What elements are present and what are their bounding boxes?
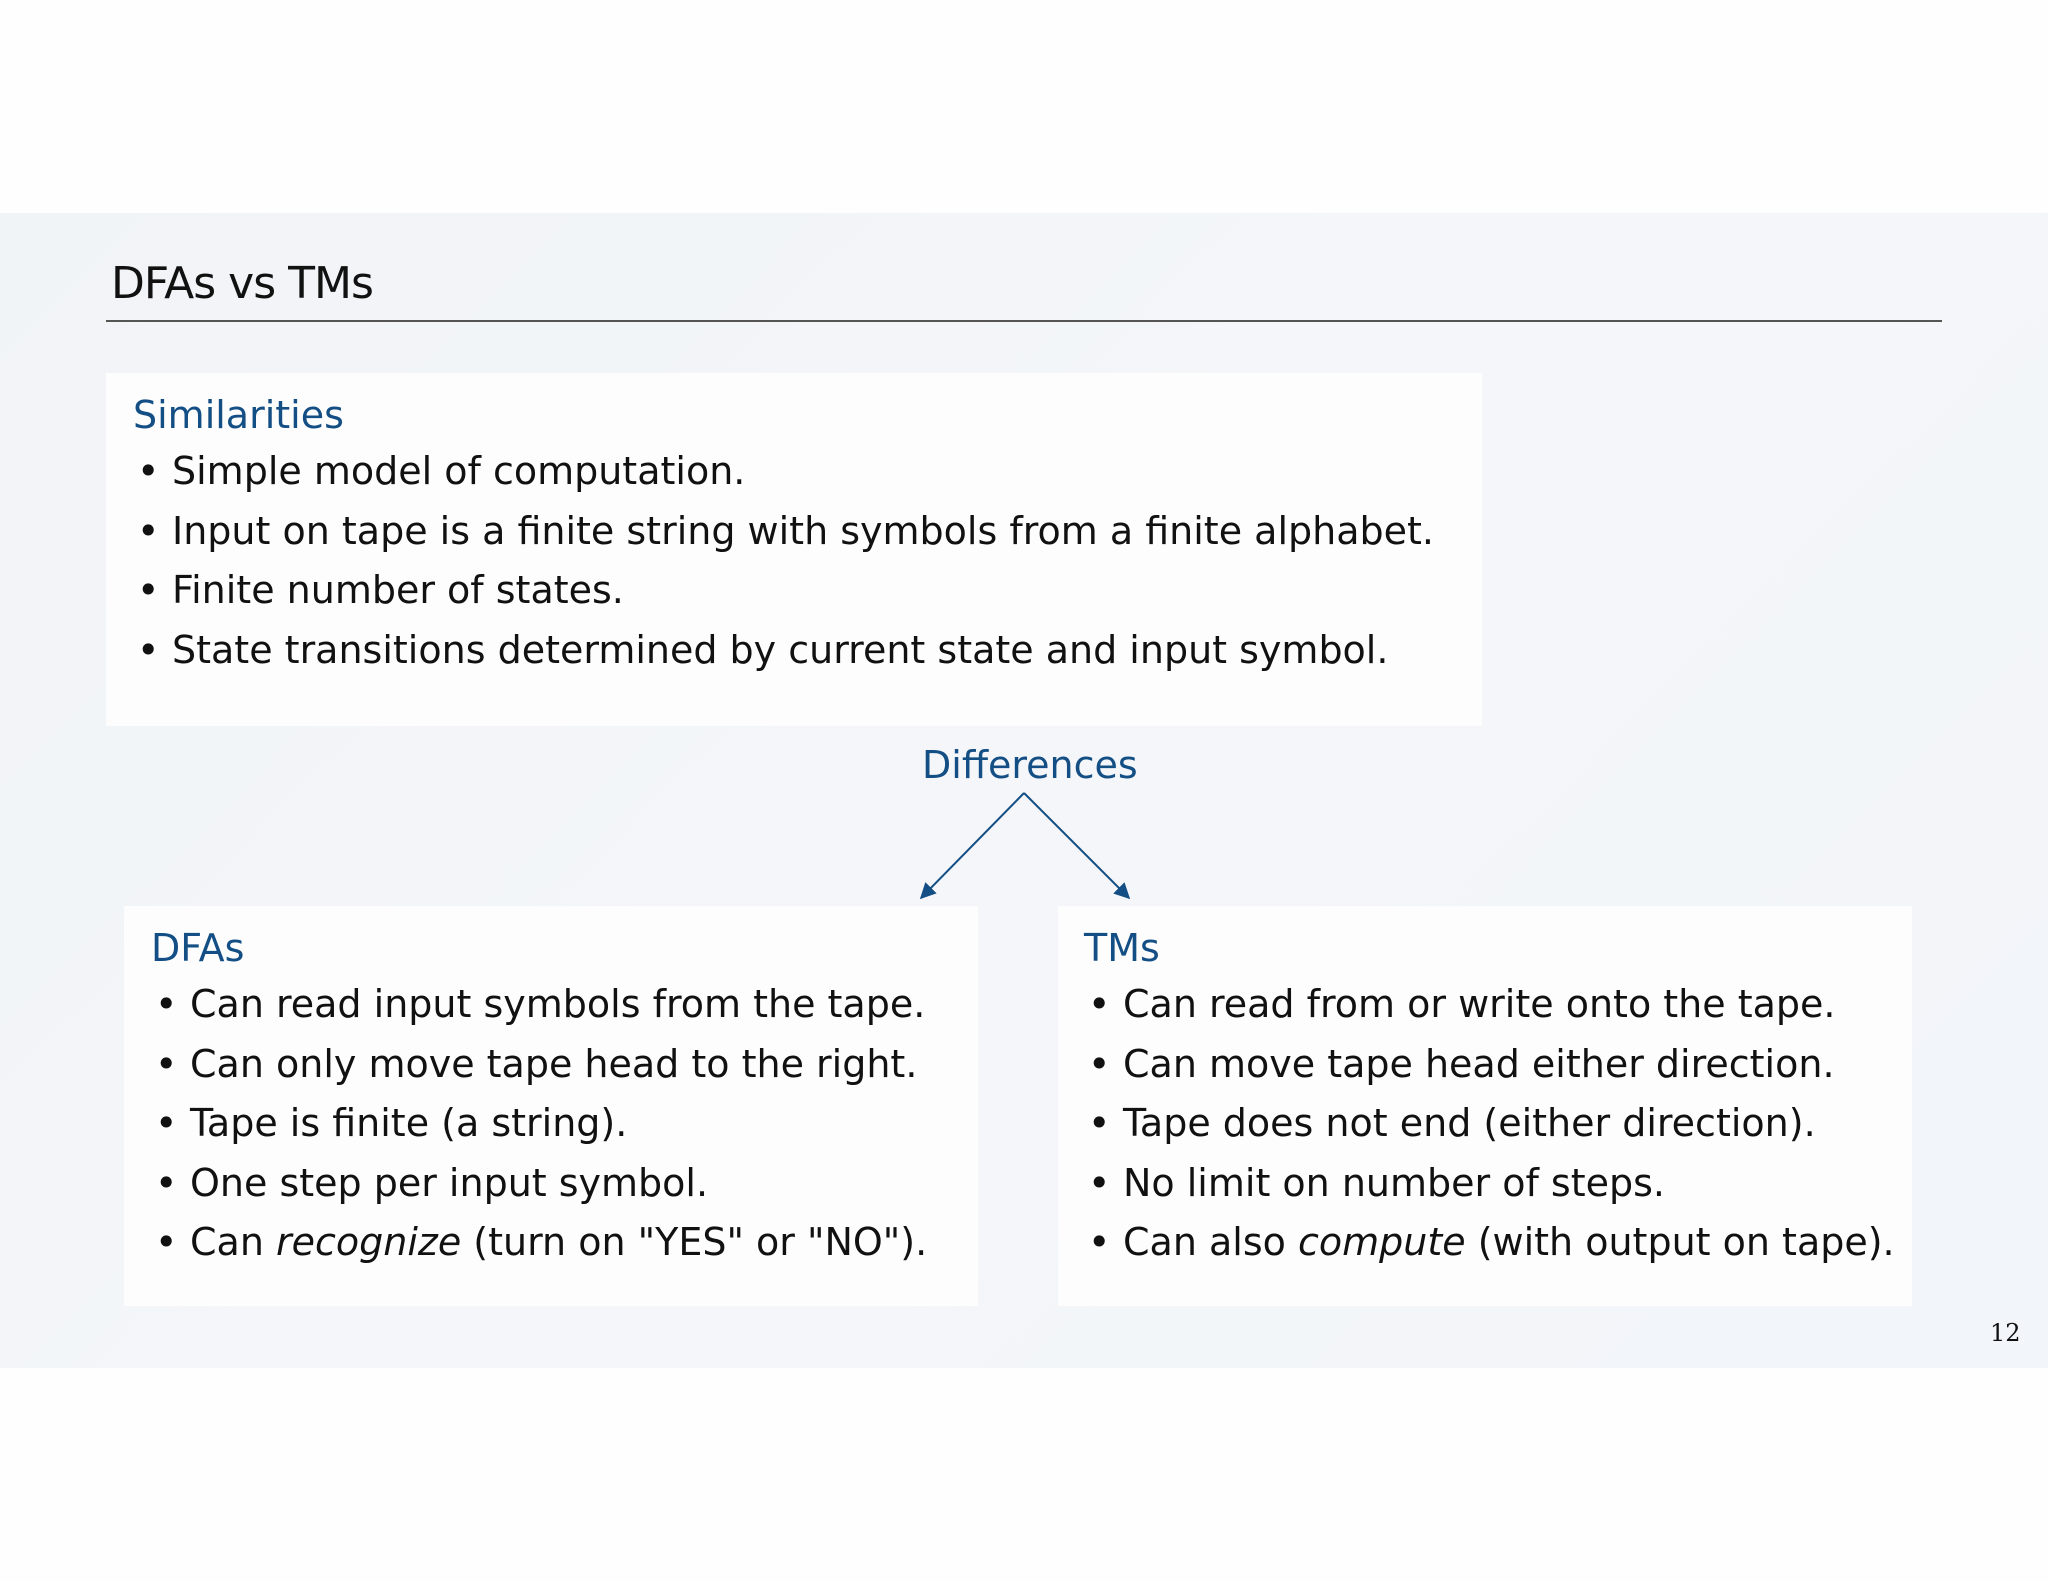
bullet-icon: • [137, 449, 160, 493]
list-item: • Can recognize (turn on "YES" or "NO"). [151, 1213, 978, 1273]
page-number: 12 [1990, 1319, 2021, 1347]
bullet-icon: • [137, 627, 160, 672]
list-item: • One step per input symbol. [151, 1154, 978, 1214]
bullet-icon: • [1088, 982, 1111, 1026]
emphasis-recognize: recognize [275, 1220, 462, 1264]
bullet-icon: • [155, 1101, 178, 1145]
bullet-icon: • [155, 1220, 178, 1264]
bullet-icon: • [155, 1160, 178, 1205]
title-divider [106, 320, 1942, 322]
arrow-to-tms [1024, 793, 1129, 898]
list-item: • Can read input symbols from the tape. [151, 975, 978, 1035]
emphasis-compute: compute [1297, 1220, 1466, 1264]
list-item: • State transitions determined by current state and input symbol. [133, 621, 1482, 681]
list-item: • Simple model of computation. [133, 442, 1482, 502]
bullet-icon: • [155, 982, 178, 1026]
list-item: • No limit on number of steps. [1084, 1154, 1912, 1214]
dfas-list [151, 975, 978, 1273]
list-item: • Can only move tape head to the right. [151, 1035, 978, 1095]
tms-list [1084, 975, 1912, 1273]
list-item: • Tape is finite (a string). [151, 1094, 978, 1154]
bullet-icon: • [1088, 1160, 1111, 1205]
list-item: • Finite number of states. [133, 561, 1482, 621]
bullet-icon: • [1088, 1101, 1111, 1145]
branch-arrows [900, 785, 1140, 905]
bullet-icon: • [155, 1041, 178, 1086]
arrow-to-dfas [921, 793, 1024, 898]
bullet-icon: • [137, 508, 160, 553]
differences-label: Differences [922, 743, 1138, 787]
list-item: • Tape does not end (either direction). [1084, 1094, 1912, 1154]
list-item: • Can read from or write onto the tape. [1084, 975, 1912, 1035]
dfas-heading: DFAs [151, 926, 245, 970]
bullet-icon: • [1088, 1041, 1111, 1086]
tms-heading: TMs [1084, 926, 1160, 970]
list-item: • Can also compute (with output on tape). [1084, 1213, 1912, 1273]
slide-title: DFAs vs TMs [111, 258, 373, 309]
list-item: • Input on tape is a finite string with symbols from a finite alphabet. [133, 502, 1482, 562]
bullet-icon: • [137, 568, 160, 612]
similarities-heading: Similarities [133, 393, 344, 437]
list-item: • Can move tape head either direction. [1084, 1035, 1912, 1095]
similarities-box [106, 373, 1482, 726]
bullet-icon: • [1088, 1220, 1111, 1264]
dfas-box [124, 906, 978, 1306]
tms-box [1058, 906, 1912, 1306]
similarities-list [133, 442, 1482, 680]
